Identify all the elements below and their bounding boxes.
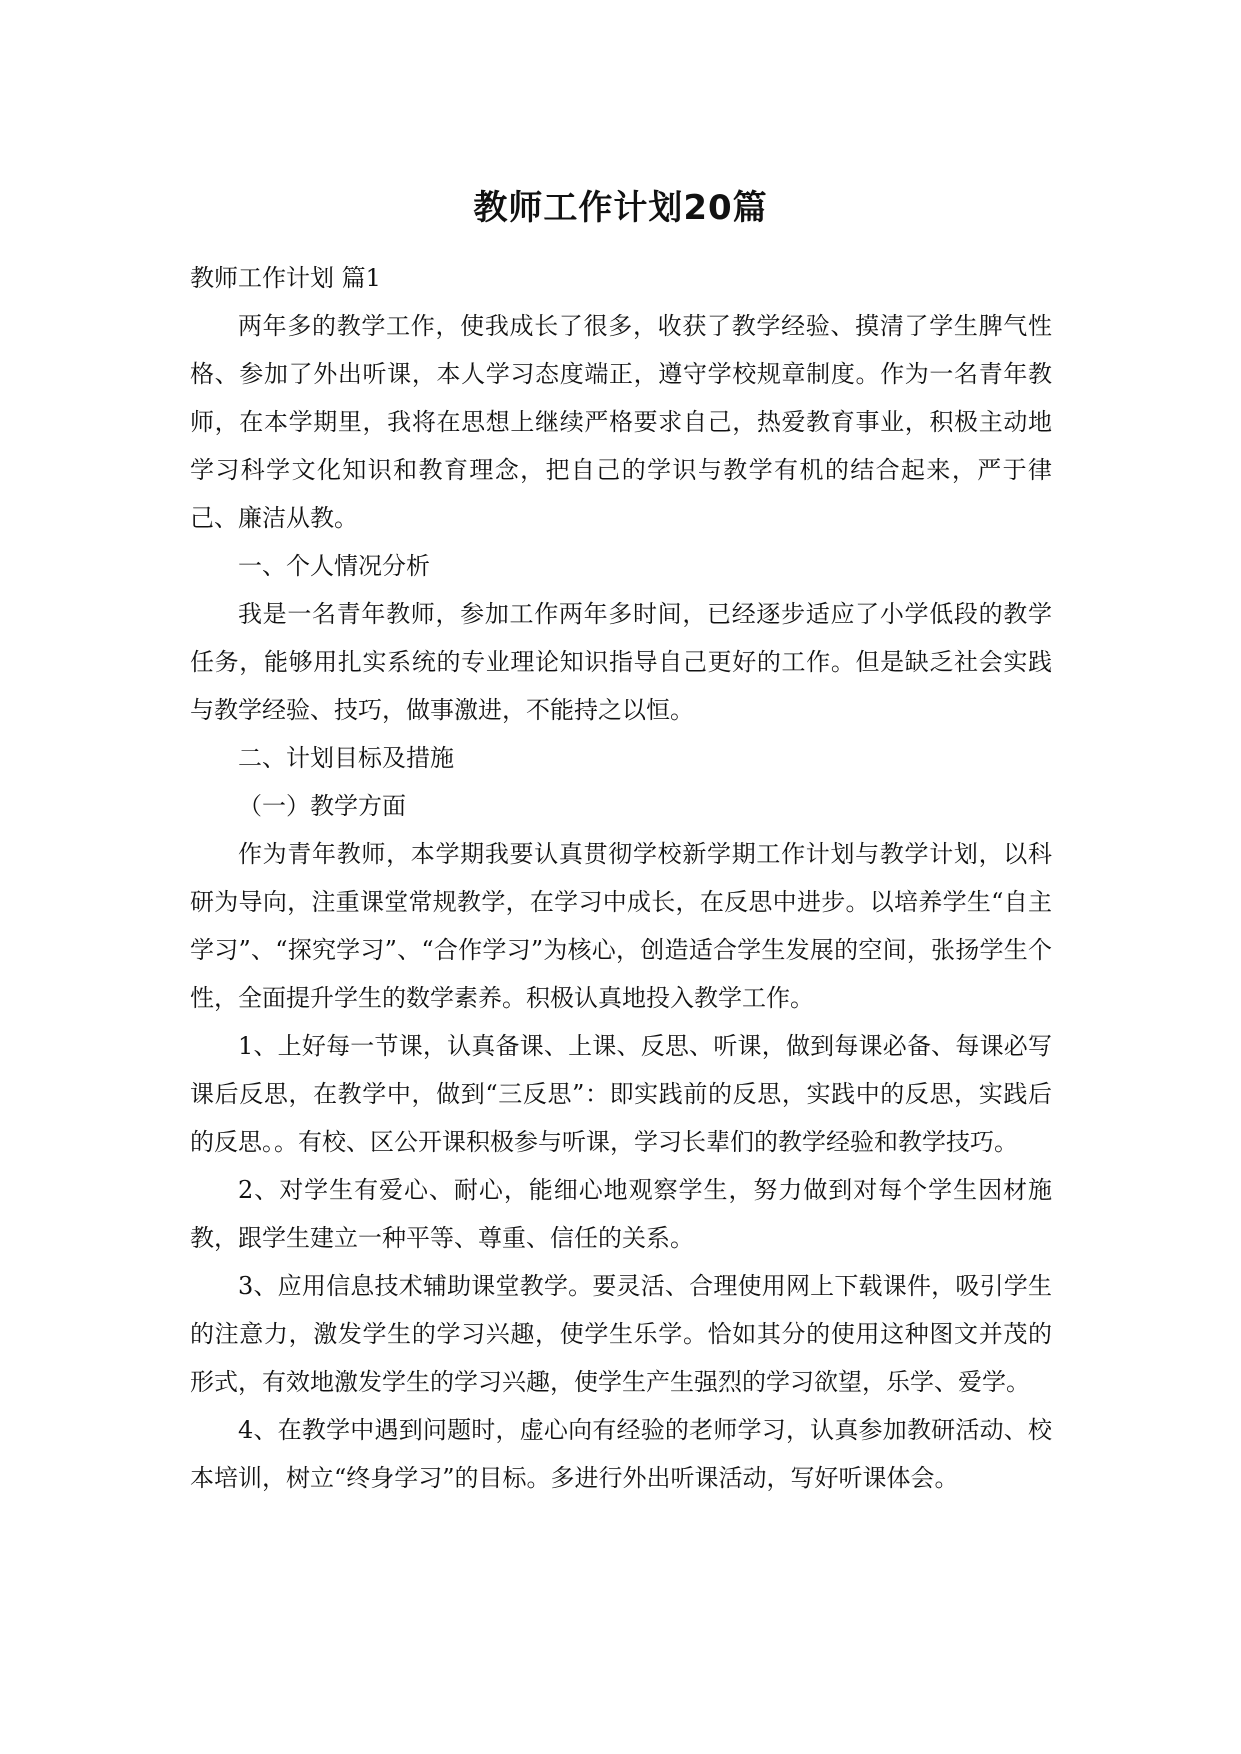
list-item-4: 4、在教学中遇到问题时，虚心向有经验的老师学习，认真参加教研活动、校本培训，树立“终身学习”的目标。多进行外出听课活动，写好听课体会。 — [190, 1416, 1052, 1492]
heading-goals-measures: 二、计划目标及措施 — [238, 744, 454, 772]
paragraph-personal-analysis: 我是一名青年教师，参加工作两年多时间，已经逐步适应了小学低段的教学任务，能够用扎实系统的专业理论知识指导自己更好的工作。但是缺乏社会实践与教学经验、技巧，做事激进，不能持之以恒。 — [190, 600, 1052, 724]
list-item-1: 1、上好每一节课，认真备课、上课、反思、听课，做到每课必备、每课必写课后反思，在教学中，做到“三反思”：即实践前的反思，实践中的反思，实践后的反思。。有校、区公开课积极参与听课，学习长辈们的教学经验和教学技巧。 — [190, 1032, 1052, 1156]
paragraph-intro: 两年多的教学工作，使我成长了很多，收获了教学经验、摸清了学生脾气性格、参加了外出听课，本人学习态度端正，遵守学校规章制度。作为一名青年教师，在本学期里，我将在思想上继续严格要求自己，热爱教育事业，积极主动地学习科学文化知识和教育理念，把自己的学识与教学有机的结合起来，严于律己、廉洁从教。 — [190, 312, 1052, 532]
paragraph-teaching-aspect: 作为青年教师，本学期我要认真贯彻学校新学期工作计划与教学计划，以科研为导向，注重课堂常规教学，在学习中成长，在反思中进步。以培养学生“自主学习”、“探究学习”、“合作学习”为核心，创造适合学生发展的空间，张扬学生个性，全面提升学生的数学素养。积极认真地投入教学工作。 — [190, 840, 1052, 1012]
list-item-2: 2、对学生有爱心、耐心，能细心地观察学生，努力做到对每个学生因材施教，跟学生建立一种平等、尊重、信任的关系。 — [190, 1176, 1052, 1252]
document-title: 教师工作计划20篇 — [473, 188, 768, 228]
heading-teaching-aspect: （一）教学方面 — [238, 792, 406, 820]
document-body — [190, 254, 1052, 1502]
section-heading: 教师工作计划 篇1 — [190, 264, 381, 292]
list-item-3: 3、应用信息技术辅助课堂教学。要灵活、合理使用网上下载课件，吸引学生的注意力，激发学生的学习兴趣，使学生乐学。恰如其分的使用这种图文并茂的形式，有效地激发学生的学习兴趣，使学生产生强烈的学习欲望，乐学、爱学。 — [190, 1272, 1052, 1396]
heading-personal-analysis: 一、个人情况分析 — [238, 552, 430, 580]
